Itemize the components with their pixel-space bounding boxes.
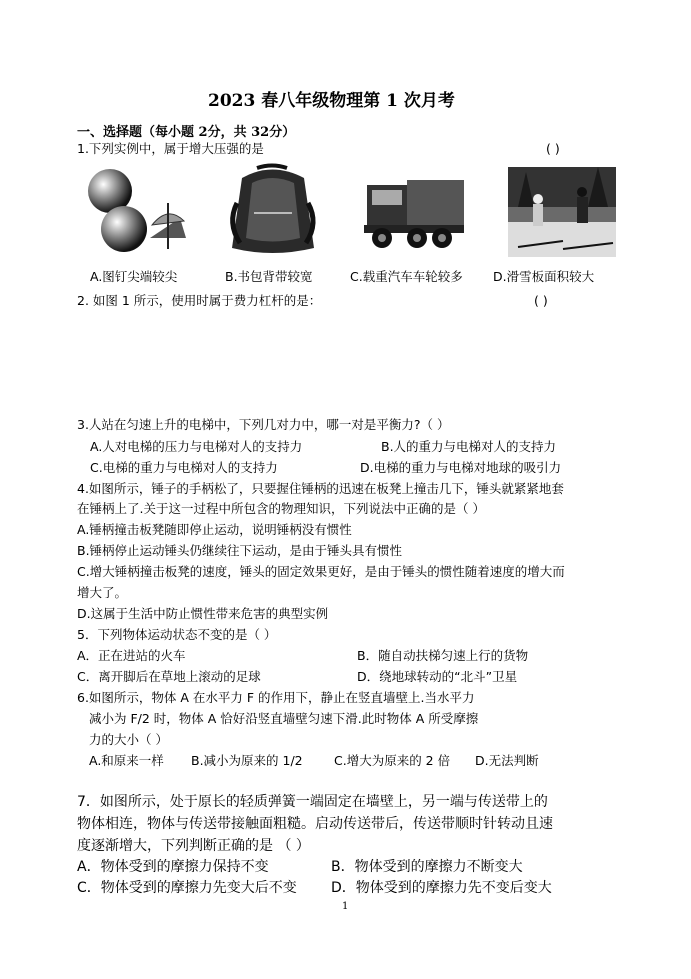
q6-stem-line1: 6.如图所示，物体 A 在水平力 F 的作用下，静止在竖直墙壁上.当水平力 (77, 690, 475, 705)
q7-option-c: C．物体受到的摩擦力先变大后不变 (77, 880, 297, 896)
q6-option-a: A.和原来一样 (89, 753, 164, 768)
q3-option-b: B.人的重力与电梯对人的支持力 (381, 439, 557, 454)
q5-option-a: A．正在进站的火车 (77, 648, 186, 663)
q4-stem-line1: 4.如图所示，锤子的手柄松了，只要握住锤柄的迅速在板凳上撞击几下，锤头就紧紧地套 (77, 481, 564, 496)
q3-option-c: C.电梯的重力与电梯对人的支持力 (90, 460, 278, 475)
q1-option-a: A.图钉尖端较尖 (90, 269, 178, 284)
q5-stem: 5．下列物体运动状态不变的是（ ） (77, 627, 277, 642)
q4-stem-line2: 在锤柄上了.关于这一过程中所包含的物理知识，下列说法中正确的是（ ） (77, 501, 485, 516)
q1-image-truck (362, 170, 466, 252)
q4-option-d: D.这属于生活中防止惯性带来危害的典型实例 (77, 606, 329, 621)
q6-option-d: D.无法判断 (475, 753, 539, 768)
q1-option-d: D.滑雪板面积较大 (493, 269, 595, 284)
q4-option-a: A.锤柄撞击板凳随即停止运动，说明锤柄没有惯性 (77, 522, 352, 537)
q1-stem: 1.下列实例中，属于增大压强的是 (77, 141, 264, 156)
q7-stem-line2: 物体相连，物体与传送带接触面粗糙。启动传送带后，传送带顺时针转动且速 (77, 816, 553, 832)
section-heading: 一、选择题（每小题 2分，共 32分） (77, 125, 296, 140)
q7-stem-line3: 度逐渐增大，下列判断正确的是 （ ） (77, 838, 310, 854)
q5-option-b: B．随自动扶梯匀速上行的货物 (357, 648, 529, 663)
q4-option-b: B.锤柄停止运动锤头仍继续往下运动，是由于锤头具有惯性 (77, 543, 403, 558)
q1-answer-bracket: ( ) (546, 141, 560, 156)
q4-option-c-line2: 增大了。 (77, 585, 128, 600)
page-number: 1 (342, 901, 349, 912)
q3-option-a: A.人对电梯的压力与电梯对人的支持力 (90, 439, 303, 454)
q6-option-c: C.增大为原来的 2 倍 (334, 753, 451, 768)
q2-stem: 2. 如图 1 所示，使用时属于费力杠杆的是： (77, 293, 322, 308)
q5-option-c: C．离开脚后在草地上滚动的足球 (77, 669, 261, 684)
q4-option-c-line1: C.增大锤柄撞击板凳的速度，锤头的固定效果更好，是由于锤头的惯性随着速度的增大而 (77, 564, 565, 579)
q7-option-b: B．物体受到的摩擦力不断变大 (331, 859, 523, 875)
q6-stem-line3: 力的大小（ ） (89, 732, 168, 747)
q3-option-d: D.电梯的重力与电梯对地球的吸引力 (360, 460, 562, 475)
q1-image-thumbtacks (80, 163, 190, 255)
q1-image-backpack (222, 163, 324, 255)
q6-stem-line2: 减小为 F/2 时，物体 A 恰好沿竖直墙壁匀速下滑.此时物体 A 所受摩擦 (89, 711, 479, 726)
q7-stem-line1: 7．如图所示，处于原长的轻质弹簧一端固定在墙壁上，另一端与传送带上的 (77, 794, 548, 810)
q5-option-d: D．绕地球转动的“北斗”卫星 (357, 669, 518, 684)
q7-option-d: D．物体受到的摩擦力先不变后变大 (331, 880, 552, 896)
q2-answer-bracket: ( ) (534, 293, 548, 308)
page-title: 2023 春八年级物理第 1 次月考 (208, 91, 455, 111)
q1-option-b: B.书包背带较宽 (225, 269, 313, 284)
q3-stem: 3.人站在匀速上升的电梯中，下列几对力中，哪一对是平衡力?（ ） (77, 417, 450, 432)
q1-image-skiers (508, 167, 616, 257)
q7-option-a: A．物体受到的摩擦力保持不变 (77, 859, 269, 875)
q6-option-b: B.减小为原来的 1/2 (191, 753, 303, 768)
q1-option-c: C.载重汽车车轮较多 (350, 269, 463, 284)
